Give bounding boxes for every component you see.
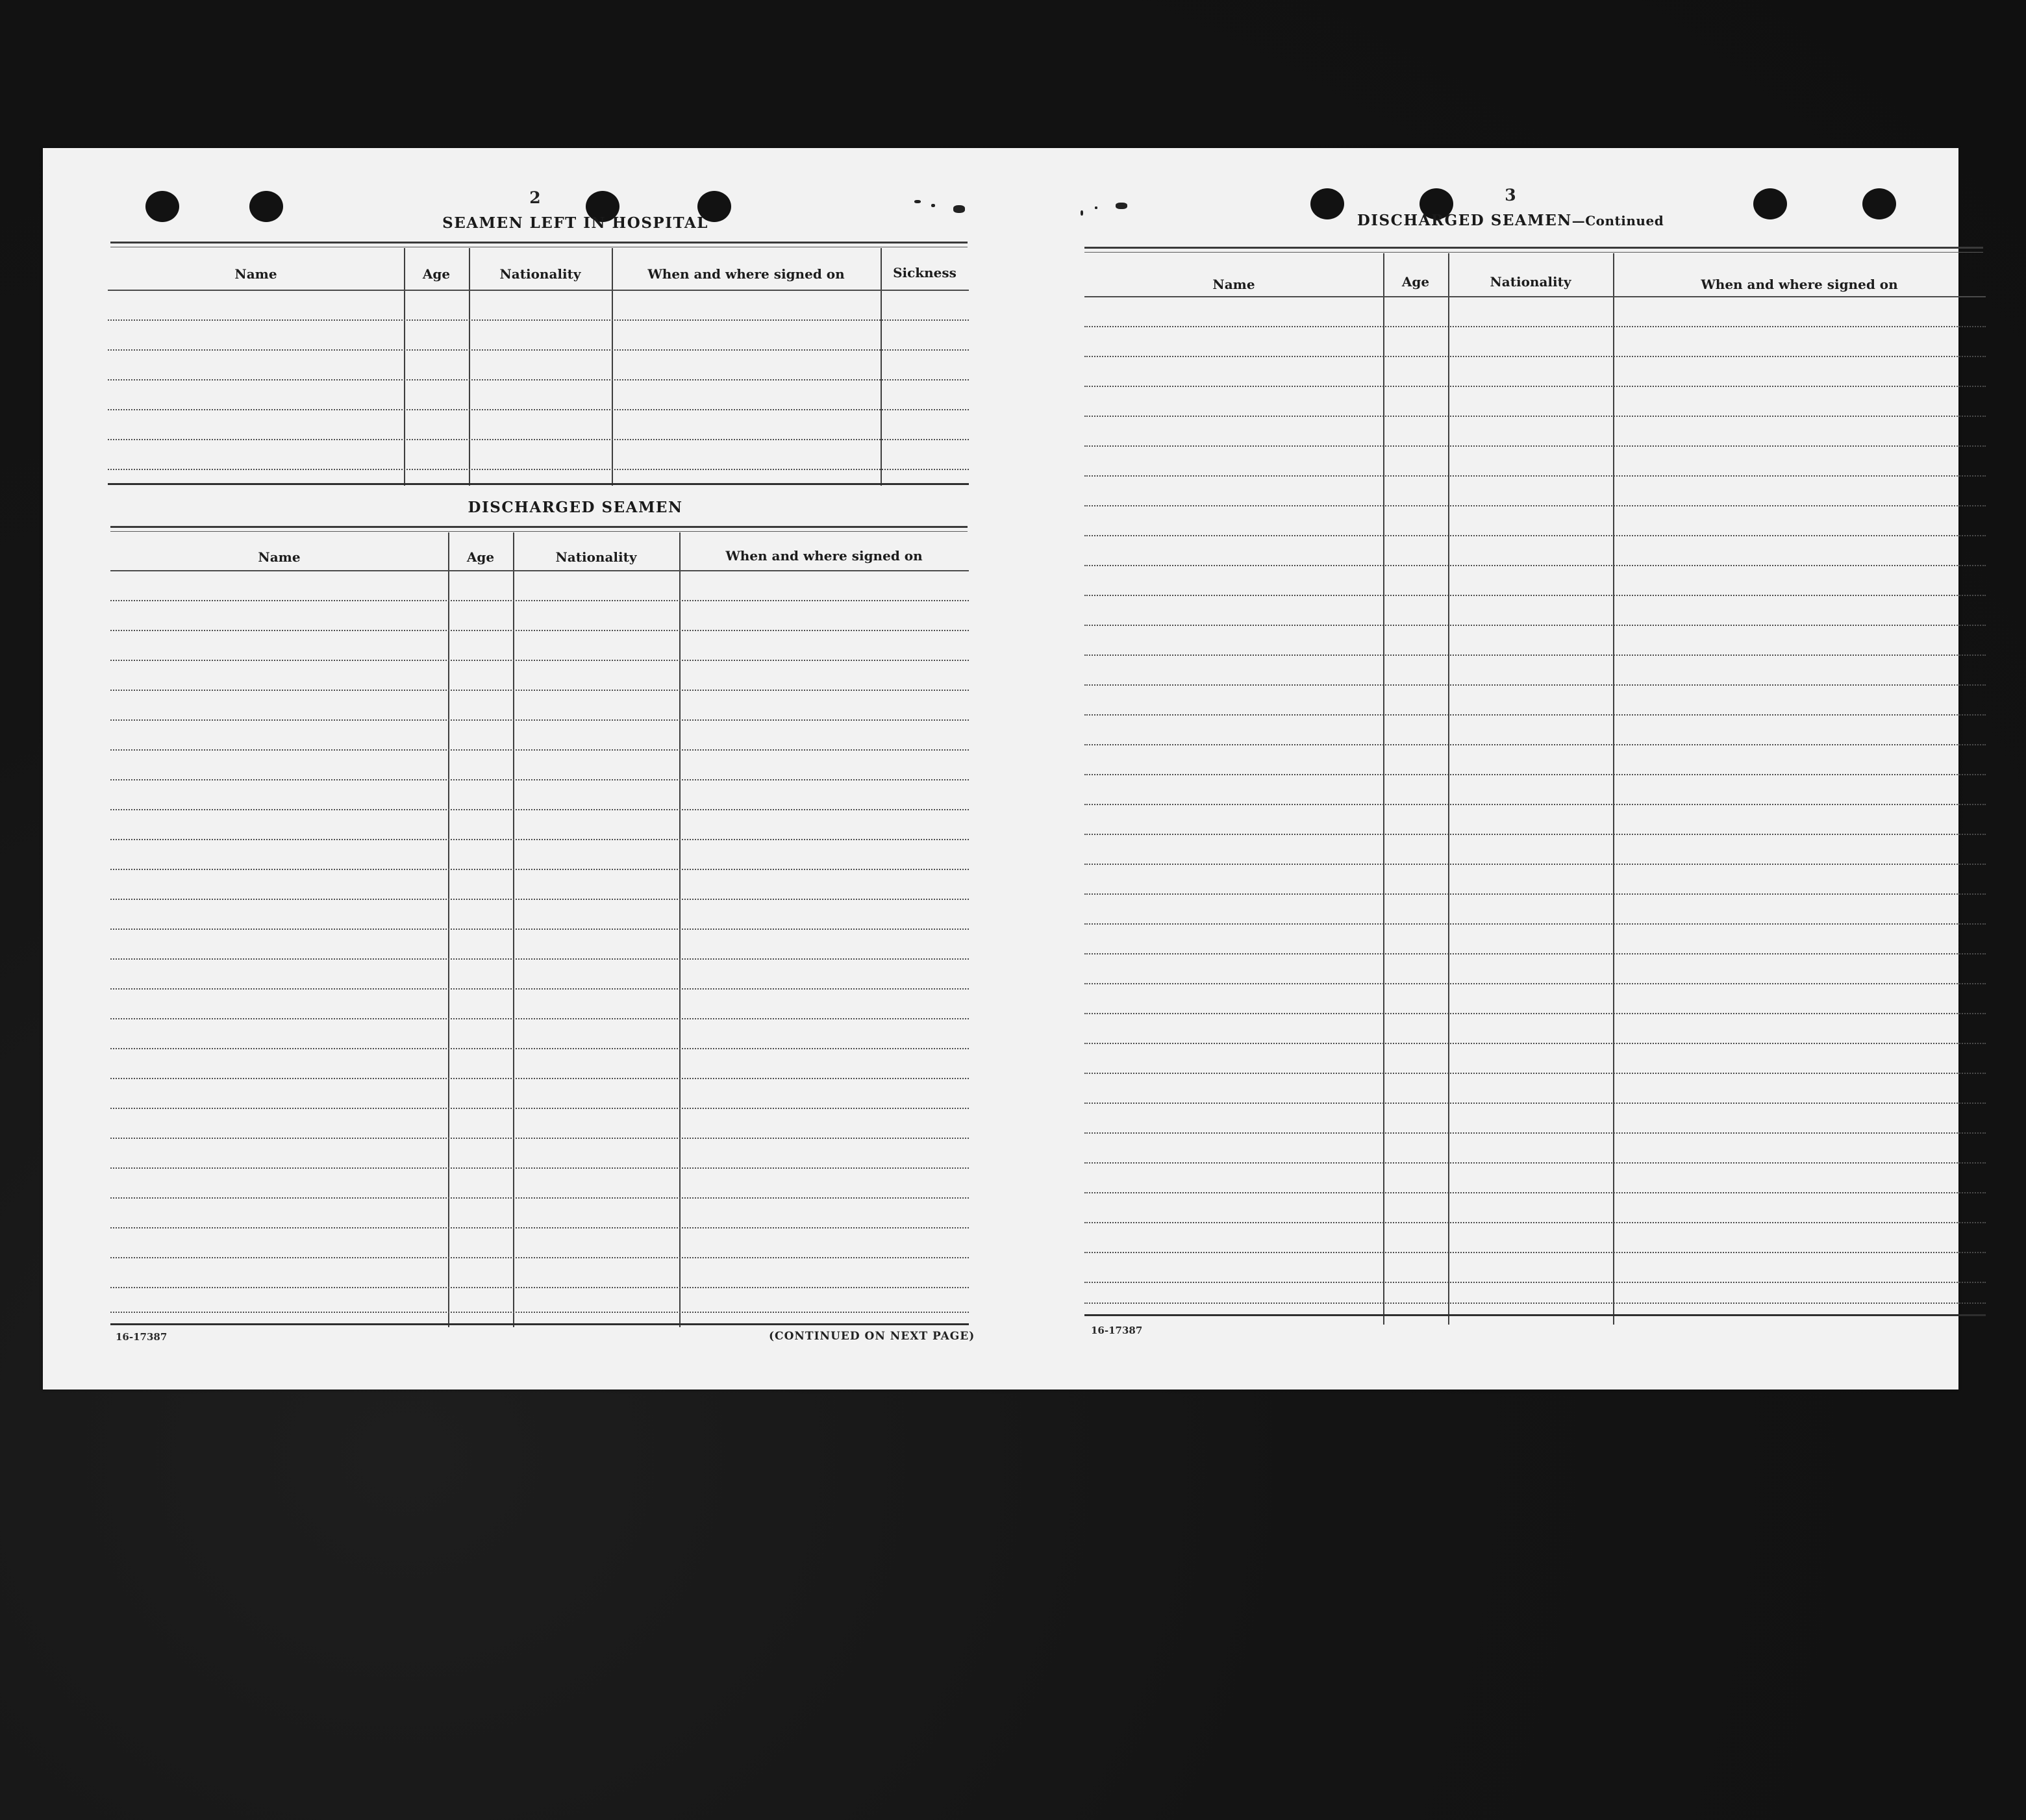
- entry-line: [110, 719, 969, 721]
- entry-line: [1084, 1192, 1986, 1193]
- table-bottom-rule: [1084, 1314, 1986, 1316]
- entry-line: [110, 1227, 969, 1228]
- form-number-right: 16-17387: [1091, 1325, 1143, 1336]
- ink-mark: [931, 204, 935, 207]
- entry-line: [110, 660, 969, 661]
- entry-line: [1084, 1303, 1986, 1304]
- table-bottom-rule: [110, 1323, 969, 1325]
- entry-line: [110, 749, 969, 751]
- entry-line: [1084, 1103, 1986, 1104]
- column-divider: [1613, 253, 1614, 1325]
- ink-mark: [1116, 203, 1127, 209]
- page-number-right: 3: [1505, 186, 1516, 205]
- column-header-signed-on: When and where signed on: [647, 266, 845, 282]
- binder-hole: [145, 191, 179, 222]
- form-number-left: 16-17387: [116, 1331, 168, 1343]
- header-underline: [1084, 296, 1986, 297]
- entry-line: [110, 929, 969, 930]
- entry-line: [1084, 475, 1986, 477]
- entry-line: [108, 379, 969, 380]
- entry-line: [110, 1287, 969, 1288]
- discharged-table-left: [110, 532, 969, 1327]
- entry-line: [1084, 595, 1986, 596]
- entry-line: [1084, 953, 1986, 954]
- column-divider: [513, 532, 514, 1327]
- entry-line: [110, 1257, 969, 1258]
- discharged-continued-title-main: DISCHARGED SEAMEN: [1357, 212, 1572, 229]
- header-rule: [1084, 252, 1983, 253]
- header-rule: [110, 242, 968, 243]
- entry-line: [1084, 684, 1986, 686]
- column-header-age: Age: [466, 549, 495, 565]
- entry-line: [1084, 535, 1986, 536]
- entry-line: [110, 600, 969, 601]
- page-number-left: 2: [529, 188, 541, 207]
- entry-line: [108, 409, 969, 410]
- entry-line: [110, 1197, 969, 1199]
- entry-line: [110, 869, 969, 870]
- entry-line: [1084, 1222, 1986, 1223]
- entry-line: [1084, 625, 1986, 626]
- continued-note: (CONTINUED ON NEXT PAGE): [769, 1330, 975, 1343]
- entry-line: [1084, 356, 1986, 357]
- entry-line: [110, 899, 969, 900]
- entry-line: [1084, 505, 1986, 506]
- form-spread: [43, 148, 1958, 1390]
- column-header-age: Age: [422, 266, 451, 282]
- entry-line: [1084, 834, 1986, 835]
- entry-line: [1084, 1132, 1986, 1134]
- entry-line: [108, 439, 969, 440]
- entry-line: [1084, 1073, 1986, 1074]
- entry-line: [108, 349, 969, 351]
- column-divider: [469, 248, 470, 486]
- column-header-signed-on: When and where signed on: [725, 548, 923, 564]
- entry-line: [1084, 445, 1986, 447]
- column-header-name: Name: [258, 549, 301, 565]
- entry-line: [110, 1018, 969, 1019]
- entry-line: [1084, 326, 1986, 327]
- column-divider: [881, 248, 882, 486]
- discharged-table-right: [1084, 253, 1986, 1325]
- entry-line: [110, 809, 969, 810]
- column-divider: [1383, 253, 1384, 1325]
- header-underline: [108, 290, 969, 291]
- column-divider: [448, 532, 449, 1327]
- header-rule: [1084, 247, 1983, 249]
- hospital-table: [108, 248, 969, 486]
- entry-line: [1084, 864, 1986, 865]
- ink-mark: [1081, 210, 1083, 216]
- entry-line: [1084, 565, 1986, 566]
- ink-mark: [1095, 206, 1097, 209]
- binder-hole: [249, 191, 283, 222]
- ink-mark: [914, 200, 921, 203]
- column-divider: [679, 532, 681, 1327]
- entry-line: [108, 319, 969, 321]
- column-header-age: Age: [1401, 274, 1430, 290]
- entry-line: [1084, 893, 1986, 895]
- entry-line: [1084, 983, 1986, 984]
- column-divider: [612, 248, 613, 486]
- entry-line: [110, 1108, 969, 1109]
- header-underline: [110, 570, 969, 571]
- hospital-section-title: SEAMEN LEFT IN HOSPITAL: [442, 214, 708, 232]
- table-bottom-rule: [108, 483, 969, 485]
- header-rule: [110, 531, 968, 532]
- entry-line: [110, 839, 969, 840]
- entry-line: [1084, 1252, 1986, 1253]
- entry-line: [110, 1078, 969, 1079]
- binder-hole: [1862, 188, 1896, 219]
- discharged-continued-suffix: —Continued: [1571, 213, 1664, 229]
- entry-line: [1084, 1043, 1986, 1044]
- column-header-nationality: Nationality: [555, 549, 637, 565]
- column-divider: [404, 248, 405, 486]
- entry-line: [1084, 416, 1986, 417]
- entry-line: [110, 779, 969, 780]
- entry-line: [110, 1312, 969, 1313]
- entry-line: [110, 1048, 969, 1049]
- entry-line: [1084, 804, 1986, 805]
- column-header-name: Name: [234, 266, 277, 282]
- discharged-section-title: DISCHARGED SEAMEN: [468, 499, 683, 516]
- entry-line: [110, 630, 969, 631]
- entry-line: [1084, 654, 1986, 656]
- entry-line: [108, 469, 969, 470]
- entry-line: [110, 958, 969, 960]
- header-rule: [110, 526, 968, 528]
- ink-mark: [953, 205, 965, 213]
- entry-line: [1084, 1013, 1986, 1014]
- entry-line: [1084, 774, 1986, 775]
- column-header-sickness: Sickness: [893, 265, 957, 280]
- column-header-signed-on: When and where signed on: [1701, 277, 1898, 292]
- entry-line: [1084, 386, 1986, 387]
- binder-hole: [1753, 188, 1787, 219]
- entry-line: [1084, 923, 1986, 925]
- entry-line: [110, 1138, 969, 1139]
- entry-line: [110, 988, 969, 990]
- column-divider: [1448, 253, 1449, 1325]
- entry-line: [110, 690, 969, 691]
- entry-line: [1084, 1162, 1986, 1164]
- entry-line: [110, 1167, 969, 1169]
- entry-line: [1084, 714, 1986, 716]
- column-header-nationality: Nationality: [499, 266, 581, 282]
- column-header-name: Name: [1212, 277, 1255, 292]
- column-header-nationality: Nationality: [1490, 274, 1571, 290]
- entry-line: [1084, 744, 1986, 745]
- discharged-continued-title: [1277, 212, 1744, 229]
- entry-line: [1084, 1282, 1986, 1283]
